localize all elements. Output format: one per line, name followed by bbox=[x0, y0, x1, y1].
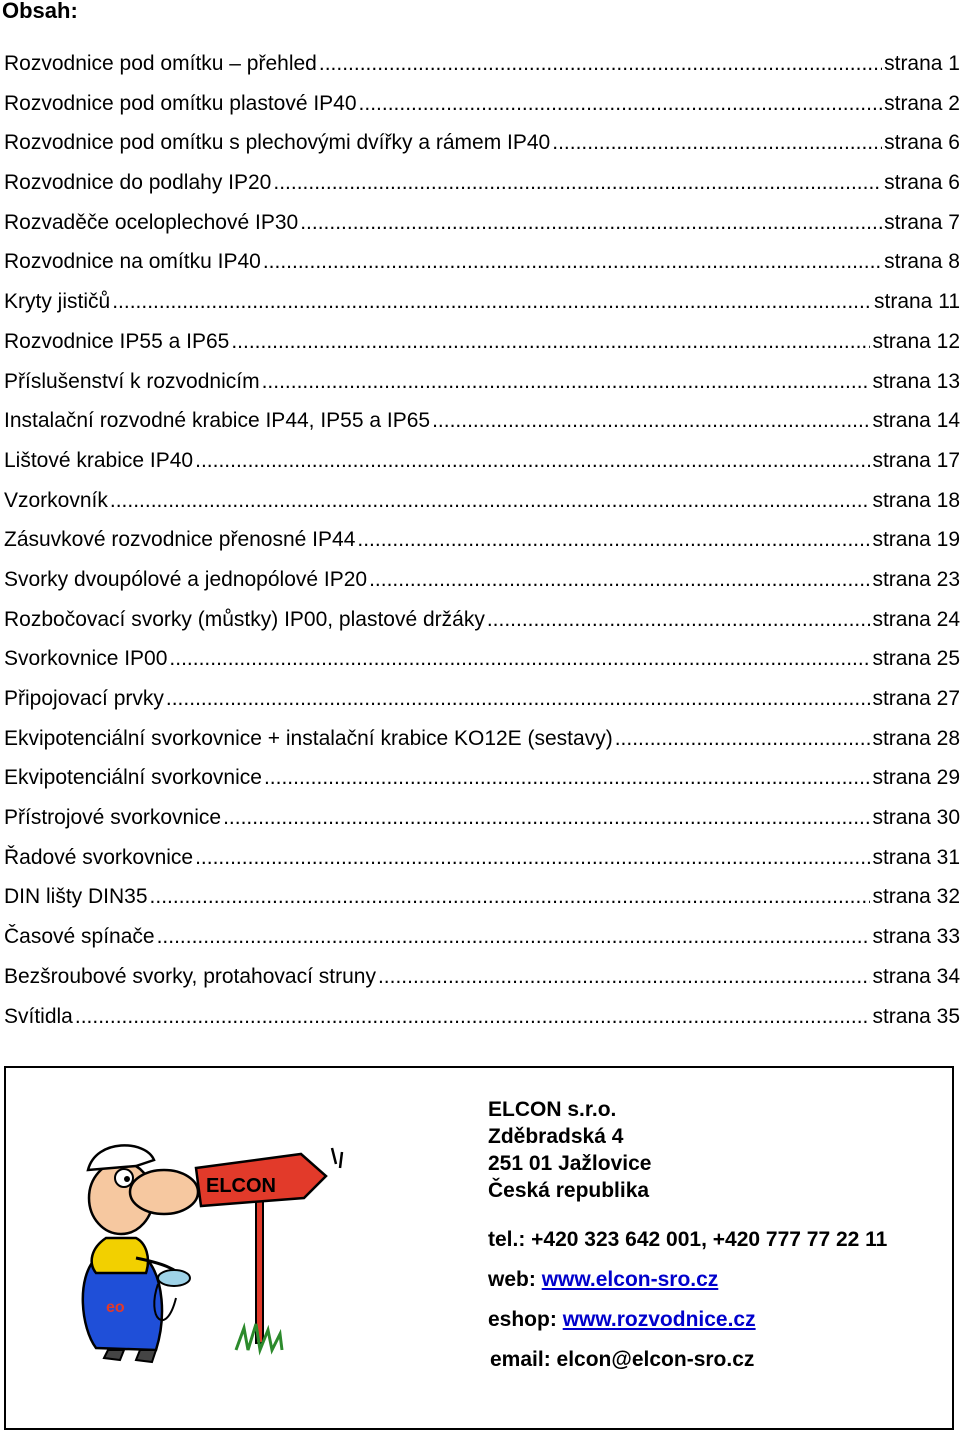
toc-title: Časové spínače bbox=[4, 925, 155, 949]
toc-page: strana 18 bbox=[872, 488, 960, 512]
toc-leader-dots bbox=[319, 44, 882, 84]
table-of-contents bbox=[4, 44, 960, 1036]
toc-title: Příslušenství k rozvodnicím bbox=[4, 369, 260, 393]
toc-row bbox=[4, 44, 960, 84]
mascot-illustration bbox=[36, 1088, 396, 1398]
toc-page: strana 23 bbox=[872, 567, 960, 591]
toc-leader-dots bbox=[166, 679, 871, 719]
toc-title: Instalační rozvodné krabice IP44, IP55 a IP65 bbox=[4, 409, 431, 433]
toc-title: Rozbočovací svorky (můstky) IP00, plastové držáky bbox=[4, 607, 485, 631]
toc-row bbox=[4, 600, 960, 640]
toc-title: Připojovací prvky bbox=[4, 687, 164, 710]
toc-leader-dots bbox=[357, 520, 870, 560]
toc-row bbox=[4, 203, 960, 243]
toc-row bbox=[4, 997, 960, 1037]
company-name: ELCON s.r.o. bbox=[488, 1098, 617, 1121]
toc-leader-dots bbox=[273, 163, 882, 203]
toc-leader-dots bbox=[223, 798, 870, 838]
contact-box bbox=[4, 1066, 954, 1430]
toc-leader-dots bbox=[195, 838, 870, 878]
toc-title: Rozvaděče oceloplechové IP30 bbox=[4, 210, 299, 234]
company-city: 251 01 Jažlovice bbox=[488, 1152, 652, 1175]
toc-row bbox=[4, 123, 960, 163]
toc-title: Rozvodnice pod omítku plastové IP40 bbox=[4, 91, 357, 115]
toc-row bbox=[4, 560, 960, 600]
web bbox=[488, 1268, 718, 1292]
toc-leader-dots bbox=[487, 600, 871, 640]
svg-text:eo: eo bbox=[106, 1299, 125, 1316]
toc-page: strana 27 bbox=[872, 687, 960, 710]
toc-leader-dots bbox=[263, 242, 882, 282]
toc-page: strana 13 bbox=[872, 369, 960, 393]
toc-page: strana 35 bbox=[872, 1004, 960, 1028]
toc-row bbox=[4, 282, 960, 322]
toc-row bbox=[4, 877, 960, 917]
toc-row bbox=[4, 917, 960, 957]
toc-page: strana 29 bbox=[872, 766, 960, 790]
toc-row bbox=[4, 639, 960, 679]
toc-title: Svorkovnice IP00 bbox=[4, 647, 168, 671]
phone: tel.: +420 323 642 001, +420 777 77 22 11 bbox=[488, 1228, 888, 1251]
toc-leader-dots bbox=[169, 639, 870, 679]
eshop-label: eshop: bbox=[488, 1308, 557, 1331]
toc-row bbox=[4, 758, 960, 798]
toc-leader-dots bbox=[359, 84, 883, 124]
toc-leader-dots bbox=[552, 123, 882, 163]
toc-page: strana 28 bbox=[872, 726, 960, 750]
toc-title: Rozvodnice pod omítku s plechovými dvířky a rámem IP40 bbox=[4, 131, 551, 155]
toc-leader-dots bbox=[110, 481, 871, 521]
toc-page: strana 1 bbox=[884, 52, 960, 75]
toc-row bbox=[4, 679, 960, 719]
toc-title: Lištové krabice IP40 bbox=[4, 448, 194, 472]
toc-title: Přístrojové svorkovnice bbox=[4, 806, 222, 830]
toc-row bbox=[4, 322, 960, 362]
toc-title: DIN lišty DIN35 bbox=[4, 885, 148, 909]
toc-leader-dots bbox=[112, 282, 872, 322]
toc-page: strana 6 bbox=[884, 171, 960, 195]
shirt bbox=[92, 1238, 148, 1273]
toc-row bbox=[4, 798, 960, 838]
toc-page: strana 11 bbox=[874, 290, 960, 314]
company-street: Zděbradská 4 bbox=[488, 1125, 624, 1148]
toc-title: Svorky dvoupólové a jednopólové IP20 bbox=[4, 567, 368, 591]
toc-row bbox=[4, 838, 960, 878]
signpost-pole bbox=[256, 1183, 263, 1343]
toc-page: strana 7 bbox=[884, 210, 960, 234]
toc-page: strana 24 bbox=[872, 607, 960, 631]
toc-leader-dots bbox=[195, 441, 870, 481]
toc-page: strana 30 bbox=[872, 806, 960, 830]
toc-page: strana 19 bbox=[872, 528, 960, 552]
nose bbox=[130, 1170, 198, 1214]
company-address bbox=[488, 1096, 651, 1204]
toc-title: Rozvodnice pod omítku – přehled bbox=[4, 52, 317, 75]
toc-row bbox=[4, 84, 960, 124]
toc-leader-dots bbox=[615, 719, 871, 759]
toc-leader-dots bbox=[369, 560, 870, 600]
toc-row bbox=[4, 441, 960, 481]
toc-row bbox=[4, 481, 960, 521]
toc-row bbox=[4, 242, 960, 282]
company-country: Česká republika bbox=[488, 1179, 650, 1202]
toc-leader-dots bbox=[231, 322, 870, 362]
toc-leader-dots bbox=[75, 997, 871, 1037]
toc-page: strana 12 bbox=[872, 329, 960, 353]
toc-title: Řadové svorkovnice bbox=[4, 845, 194, 869]
toc-title: Ekvipotenciální svorkovnice bbox=[4, 766, 262, 790]
toc-page: strana 31 bbox=[872, 845, 960, 869]
toc-title: Svítidla bbox=[4, 1004, 73, 1028]
toc-leader-dots bbox=[300, 203, 882, 243]
sign-text: ELCON bbox=[206, 1175, 276, 1197]
toc-row bbox=[4, 163, 960, 203]
toc-row bbox=[4, 401, 960, 441]
toc-leader-dots bbox=[264, 758, 870, 798]
web-link[interactable]: www.elcon-sro.cz bbox=[541, 1268, 719, 1291]
page-title: Obsah: bbox=[2, 0, 78, 23]
toc-title: Vzorkovník bbox=[4, 488, 108, 512]
toc-row bbox=[4, 719, 960, 759]
toc-leader-dots bbox=[150, 877, 871, 917]
toc-row bbox=[4, 957, 960, 997]
email: email: elcon@elcon-sro.cz bbox=[490, 1348, 755, 1371]
toc-title: Zásuvkové rozvodnice přenosné IP44 bbox=[4, 528, 356, 552]
toc-page: strana 34 bbox=[872, 964, 960, 988]
toc-page: strana 6 bbox=[884, 131, 960, 155]
toc-title: Rozvodnice IP55 a IP65 bbox=[4, 329, 230, 353]
toc-page: strana 2 bbox=[884, 91, 960, 115]
toc-row bbox=[4, 362, 960, 402]
toc-title: Ekvipotenciální svorkovnice + instalační krabice KO12E (sestavy) bbox=[4, 726, 613, 750]
toc-leader-dots bbox=[262, 362, 871, 402]
toc-title: Rozvodnice do podlahy IP20 bbox=[4, 171, 272, 195]
eshop-link[interactable]: www.rozvodnice.cz bbox=[562, 1308, 756, 1331]
toc-page: strana 25 bbox=[872, 647, 960, 671]
toc-leader-dots bbox=[157, 917, 871, 957]
toc-leader-dots bbox=[432, 401, 870, 441]
toc-title: Rozvodnice na omítku IP40 bbox=[4, 250, 261, 274]
toc-page: strana 33 bbox=[872, 925, 960, 949]
toc-page: strana 14 bbox=[872, 409, 960, 433]
toc-title: Bezšroubové svorky, protahovací struny bbox=[4, 964, 376, 988]
toc-page: strana 17 bbox=[872, 448, 960, 472]
eshop bbox=[488, 1308, 756, 1332]
compass bbox=[158, 1270, 190, 1286]
toc-row bbox=[4, 520, 960, 560]
toc-page: strana 32 bbox=[872, 885, 960, 909]
toc-title: Kryty jističů bbox=[4, 290, 111, 314]
toc-page: strana 8 bbox=[884, 250, 960, 274]
web-label: web: bbox=[488, 1268, 536, 1291]
cap bbox=[88, 1145, 154, 1170]
toc-leader-dots bbox=[378, 957, 870, 997]
